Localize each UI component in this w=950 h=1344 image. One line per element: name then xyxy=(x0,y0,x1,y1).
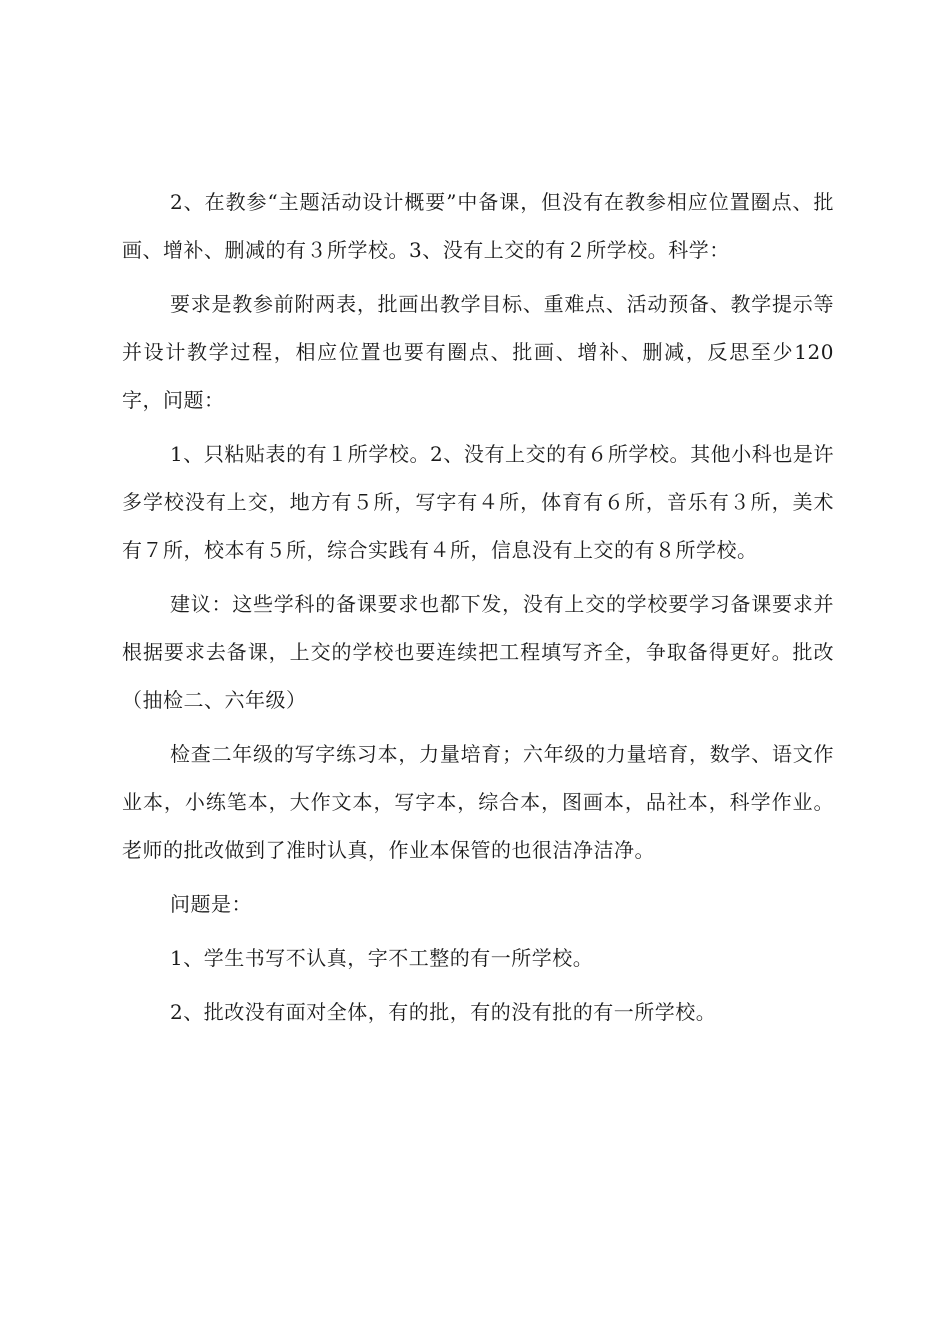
paragraph-preparation-issues: 2、在教参“主题活动设计概要”中备课，但没有在教参相应位置圈点、批画、增补、删减的有３所学校。3、没有上交的有２所学校。科学： xyxy=(122,190,834,262)
paragraph-science-issues: 1、只粘贴表的有１所学校。2、没有上交的有６所学校。其他小科也是许多学校没有上交，地方有５所，写字有４所，体育有６所，音乐有３所，美术有７所，校本有５所，综合实践有４所，信息没有上交的有８所学校。 xyxy=(122,442,834,562)
document-body xyxy=(122,178,834,1042)
paragraph-homework-check: 检查二年级的写字练习本，力量培育；六年级的力量培育，数学、语文作业本，小练笔本，大作文本，写字本，综合本，图画本，品社本，科学作业。老师的批改做到了准时认真，作业本保管的也很洁净洁净。 xyxy=(122,742,834,862)
paragraph-problem-2: 2、批改没有面对全体，有的批，有的没有批的有一所学校。 xyxy=(170,1000,717,1024)
paragraph-problems-heading: 问题是： xyxy=(170,892,252,916)
paragraph-science-requirements: 要求是教参前附两表，批画出教学目标、重难点、活动预备、教学提示等并设计教学过程，相应位置也要有圈点、批画、增补、删减，反思至少120字，问题： xyxy=(122,292,834,412)
paragraph-problem-1: 1、学生书写不认真，字不工整的有一所学校。 xyxy=(170,946,594,970)
paragraph-suggestion: 建议：这些学科的备课要求也都下发，没有上交的学校要学习备课要求并根据要求去备课，上交的学校也要连续把工程填写齐全，争取备得更好。批改（抽检二、六年级） xyxy=(122,592,834,712)
